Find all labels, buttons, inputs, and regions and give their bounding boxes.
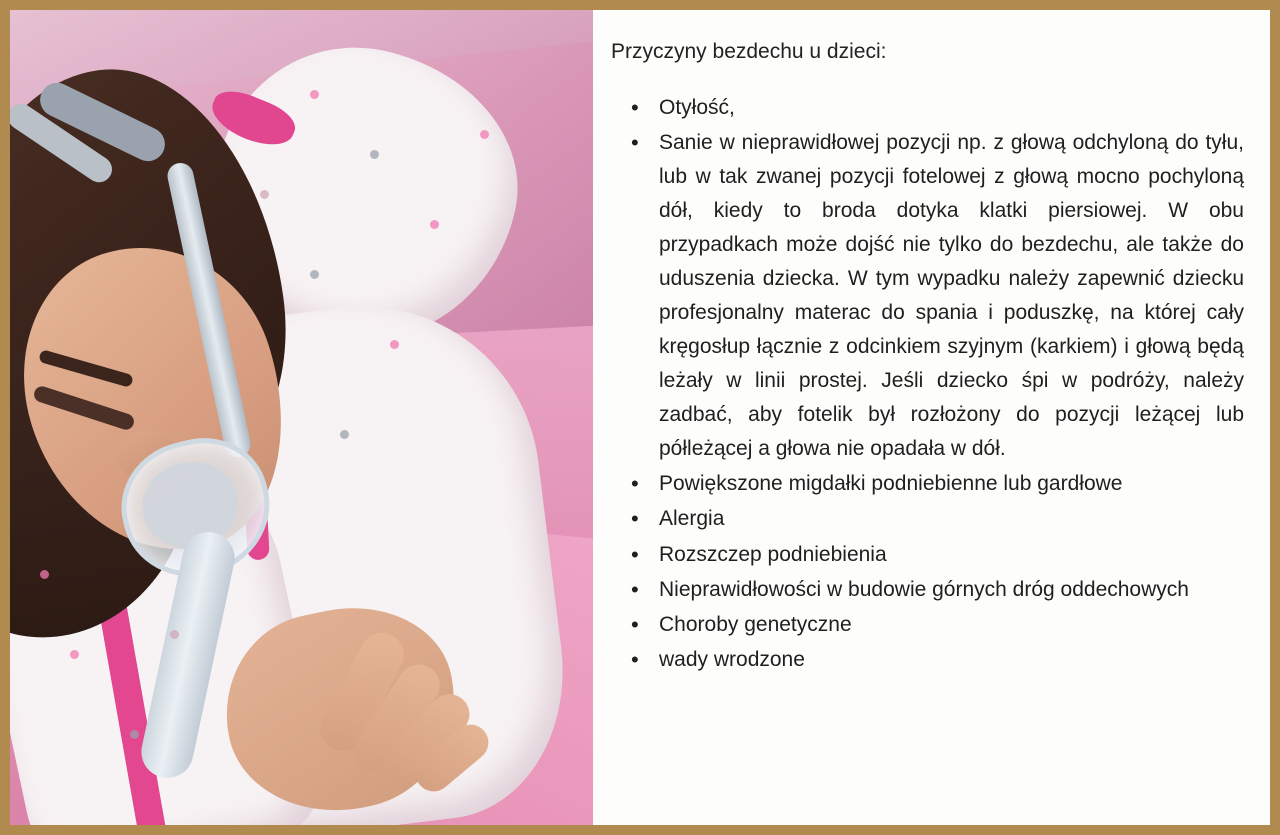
pattern-speck — [480, 130, 489, 139]
list-item: • Nieprawidłowości w budowie górnych dróg oddechowych — [647, 573, 1246, 607]
pattern-speck — [370, 150, 379, 159]
list-item: • Sanie w nieprawidłowej pozycji np. z głową odchyloną do tyłu, lub w tak zwanej pozycji fotelowej z głową mocno pochyloną dół, kiedy to broda dotyka klatki piersiowej. W obu przypadkach może dojść nie tylko do bezdechu, ale także do uduszenia dziecka. W tym wypadku należy zapewnić dziecku profesjonalny materac do spania i poduszkę, na której cały kręgosłup łącznie z odcinkiem szyjnym (karkiem) i głową będą leżały w linii prostej. Jeśli dziecko śpi w podróży, należy zadbać, aby fotelik był rozłożony do pozycji leżącej lub półleżącej a głowa nie opadała w dół. — [647, 126, 1246, 466]
sleeping-child-photo — [10, 10, 593, 825]
photo-pane — [10, 10, 593, 825]
pattern-speck — [430, 220, 439, 229]
list-item: • Alergia — [647, 502, 1246, 536]
pattern-speck — [340, 430, 349, 439]
pattern-speck — [390, 340, 399, 349]
pattern-speck — [40, 570, 49, 579]
pattern-speck — [170, 630, 179, 639]
list-item: • wady wrodzone — [647, 643, 1246, 677]
list-item: • Rozszczep podniebienia — [647, 538, 1246, 572]
causes-list — [609, 91, 1246, 676]
pattern-speck — [130, 730, 139, 739]
list-item: • Otyłość, — [647, 91, 1246, 125]
list-item: • Choroby genetyczne — [647, 608, 1246, 642]
text-pane — [593, 10, 1270, 825]
pattern-speck — [310, 90, 319, 99]
pattern-speck — [70, 650, 79, 659]
pattern-speck — [310, 270, 319, 279]
list-item: • Powiększone migdałki podniebienne lub gardłowe — [647, 467, 1246, 501]
pattern-speck — [260, 190, 269, 199]
page-title: Przyczyny bezdechu u dzieci: — [611, 40, 887, 63]
